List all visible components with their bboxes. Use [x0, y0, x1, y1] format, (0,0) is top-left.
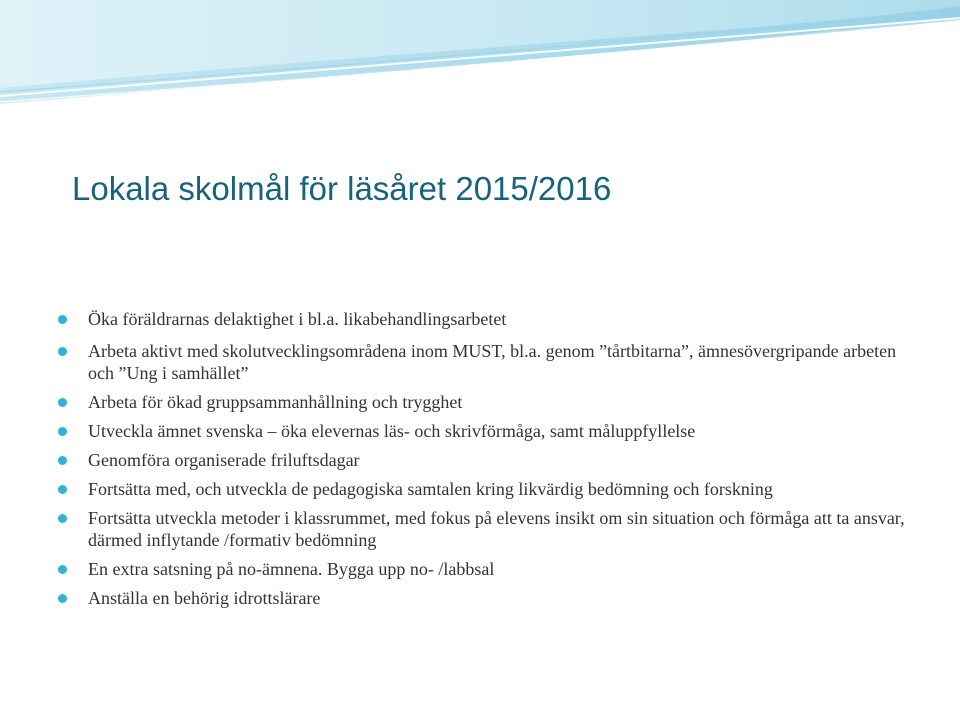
- slide-title: Lokala skolmål för läsåret 2015/2016: [72, 170, 612, 207]
- bullet-text: En extra satsning på no-ämnena. Bygga upp no- /labbsal: [88, 559, 495, 579]
- bullet-dot-icon: [58, 347, 67, 356]
- bullet-item: [58, 340, 918, 384]
- bullet-dot-icon: [58, 514, 67, 523]
- bullet-text: Genomföra organiserade friluftsdagar: [88, 450, 360, 470]
- bullet-text: Anställa en behörig idrottslärare: [88, 588, 321, 608]
- bullet-text: Öka föräldrarnas delaktighet i bl.a. likabehandlingsarbetet: [88, 309, 507, 329]
- bullet-dot-icon: [58, 398, 67, 407]
- bullet-text: Arbeta för ökad gruppsammanhållning och trygghet: [88, 392, 463, 412]
- bullet-item: [58, 507, 918, 551]
- bullet-item: [58, 308, 918, 330]
- bullet-dot-icon: [58, 485, 67, 494]
- header-wave-decoration: [0, 0, 960, 120]
- bullet-dot-icon: [58, 456, 67, 465]
- bullet-list: [58, 308, 918, 616]
- bullet-item: [58, 558, 918, 580]
- bullet-item: [58, 587, 918, 609]
- bullet-dot-icon: [58, 565, 67, 574]
- bullet-text: Arbeta aktivt med skolutvecklingsområdena inom MUST, bl.a. genom ”tårtbitarna”, ämnesövergripande arbeten och ”Ung i samhället”: [88, 341, 897, 383]
- bullet-dot-icon: [58, 315, 67, 324]
- bullet-dot-icon: [58, 427, 67, 436]
- bullet-text: Fortsätta med, och utveckla de pedagogiska samtalen kring likvärdig bedömning och forskning: [88, 479, 773, 499]
- bullet-dot-icon: [58, 594, 67, 603]
- bullet-text: Fortsätta utveckla metoder i klassrummet, med fokus på elevens insikt om sin situation och förmåga att ta ansvar, därmed inflytande /formativ bedömning: [88, 508, 905, 550]
- bullet-item: [58, 478, 918, 500]
- bullet-item: [58, 420, 918, 442]
- bullet-item: [58, 449, 918, 471]
- bullet-text: Utveckla ämnet svenska – öka elevernas läs- och skrivförmåga, samt måluppfyllelse: [88, 421, 696, 441]
- bullet-item: [58, 391, 918, 413]
